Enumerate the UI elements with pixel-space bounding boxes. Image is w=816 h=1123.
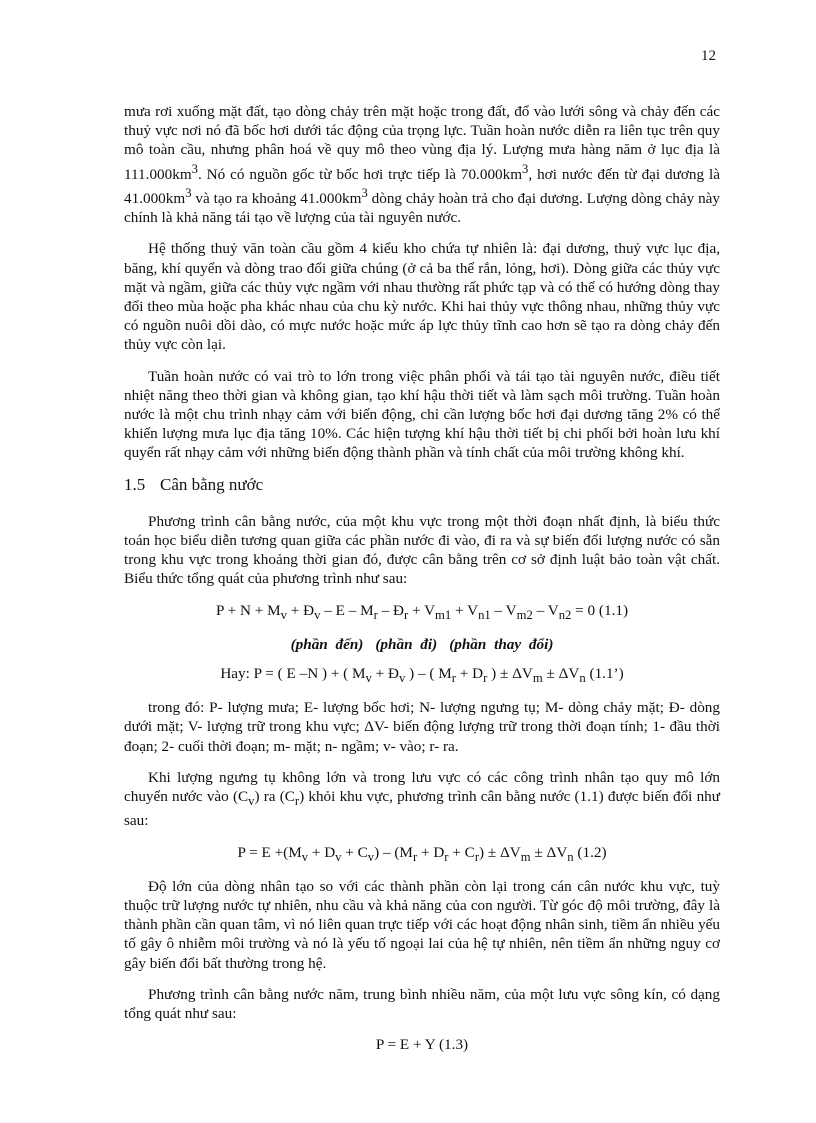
eq-subscript: m1	[435, 607, 452, 622]
eq-text: – Đ	[377, 601, 404, 619]
eq-subscript: n	[579, 671, 586, 686]
eq-subscript: v	[280, 607, 287, 622]
eq-text: + V	[451, 601, 479, 619]
paragraph-water-cycle-role: Tuần hoàn nước có vai trò to lớn trong việc phân phối và tái tạo tài nguyên nước, điều tiết nhiệt năng theo thời gian và không gian, tạo khí hậu thời tiết và làm sạch môi trường. Tuần hoàn nước là một chu trình nhạy cảm với biến động, chỉ cần lượng bốc hơi đại dương tăng 2% có thể khiến lượng mưa lục địa tăng 10%. Các hiện tượng khí hậu thời tiết bị chi phối bởi hoàn lưu khí quyển rất nhạy cảm với những biến động thành phần và tính chất của môi trường không khí.	[124, 367, 720, 462]
text-fragment: Khi lượng ngưng tụ không lớn và trong lưu vực có các công trình nhân tạo quy mô lớn chuyển nước vào (C	[124, 768, 720, 806]
eq-text: + D	[455, 665, 484, 683]
text-fragment: dòng chảy hoàn trả cho đại dương. Lượng dòng chảy này chính là khả năng tái tạo về lượng của tài nguyên nước.	[124, 189, 720, 227]
eq-text: ) – (M	[374, 843, 413, 861]
paragraph-water-balance-definition: Phương trình cân bằng nước, của một khu vực trong một thời đoạn nhất định, là biểu thức toán học biểu diễn tương quan giữa các phần nước đi vào, đi ra và sự biến đổi lượng nước có sẵn trong khu vực trong khoảng thời gian đó, được cân bằng trên cơ sở định luật bảo toàn vật chất. Biểu thức tổng quát của phương trình như sau:	[124, 512, 720, 588]
superscript: 3	[191, 161, 198, 176]
eq-subscript: v	[365, 671, 372, 686]
eq-text: P + N + M	[215, 601, 281, 619]
paragraph-artificial-transfer	[124, 768, 720, 831]
eq-text: ± ΔV	[530, 843, 568, 861]
superscript: 3	[361, 185, 368, 200]
page-content	[124, 102, 720, 1064]
eq-text: – E – M	[320, 601, 374, 619]
eq-subscript: v	[335, 849, 342, 864]
eq-subscript: n2	[558, 607, 572, 622]
equation-1-1-prime	[124, 664, 720, 688]
equation-1-1	[124, 601, 720, 625]
eq-text: ) ± ΔV	[487, 665, 533, 683]
eq-text: (1.2)	[573, 843, 607, 861]
eq-subscript: n	[567, 849, 574, 864]
text-fragment: . Nó có nguồn gốc từ bốc hơi trực tiếp là 70.000km	[197, 165, 523, 183]
equation-1-1-annotations	[124, 635, 720, 654]
paragraph-annual-balance: Phương trình cân bằng nước năm, trung bình nhiều năm, của một lưu vực sông kín, có dạng tổng quát như sau:	[124, 985, 720, 1022]
text-fragment: ) khỏi khu vực, phương trình cân bằng nước (1.1) được biến đổi như sau:	[124, 788, 720, 830]
page-number: 12	[701, 48, 716, 64]
eq-subscript: r	[474, 849, 480, 864]
eq-text: (1.1’)	[585, 665, 624, 683]
eq-subscript: n1	[478, 607, 491, 622]
paragraph-hydrologic-system: Hệ thống thuỷ văn toàn cầu gồm 4 kiểu kho chứa tự nhiên là: đại dương, thuỷ vực lục địa, băng, khí quyển và dòng trao đổi giữa chúng (ở cả ba thể rắn, lỏng, hơi). Dòng giữa các thủy vực mặt và ngầm, giữa các thủy vực ngầm với nhau thường rất phức tạp và có thể có hướng dòng thay đổi theo mùa hoặc pha khác nhau của chu kỳ nước. Khi hai thủy vực thông nhau, những thủy vực có nguồn nuôi dồi dào, có mực nước hoặc mức áp lực thủy tĩnh cao hơn sẽ tạo ra dòng chảy đến thủy vực còn lại.	[124, 240, 720, 354]
eq-subscript: m2	[516, 607, 533, 622]
eq-subscript: r	[451, 671, 456, 686]
eq-text: Hay: P = ( E –N ) + ( M	[220, 665, 366, 683]
equation-1-3: P = E + Y (1.3)	[375, 1036, 469, 1054]
eq-subscript: v	[314, 607, 321, 622]
paragraph-symbol-definitions: trong đó: P- lượng mưa; E- lượng bốc hơi; N- lượng ngưng tụ; M- dòng chảy mặt; Đ- dòng dưới mặt; V- lượng trữ trong khu vực; ΔV- biến động lượng trữ trong thời đoạn tính; 1- đầu thời đoạn; 2- cuối thời đoạn; m- mặt; n- ngầm; v- vào; r- ra.	[124, 699, 720, 755]
note-outflow: (phần đi)	[375, 635, 438, 653]
eq-text: – V	[532, 601, 559, 619]
note-change: (phần thay đổi)	[449, 635, 554, 653]
eq-text: + Đ	[371, 665, 400, 683]
eq-text: ) – ( M	[405, 665, 452, 683]
eq-text: + V	[408, 601, 436, 619]
eq-text: P = E +(M	[237, 843, 302, 861]
text-fragment: , hơi nước đến từ đại dương là 41.000km	[124, 165, 720, 207]
section-heading	[124, 475, 720, 494]
paragraph-water-cycle-volumes	[124, 102, 720, 227]
eq-subscript: r	[412, 849, 418, 864]
section-number: 1.5	[124, 474, 146, 494]
eq-subscript: r	[483, 671, 488, 686]
eq-text: + C	[448, 843, 475, 861]
text-fragment: ) ra (C	[254, 788, 295, 806]
eq-subscript: m	[520, 849, 531, 864]
text-fragment: và tạo ra khoảng 41.000km	[191, 189, 362, 207]
eq-text: – V	[490, 601, 517, 619]
eq-text: ) ± ΔV	[479, 843, 521, 861]
eq-subscript: r	[373, 607, 378, 622]
eq-subscript: v	[399, 671, 406, 686]
equation-1-2	[124, 843, 720, 867]
eq-text: = 0 (1.1)	[571, 601, 629, 619]
eq-text: + C	[341, 843, 368, 861]
subscript: r	[294, 794, 300, 809]
section-title: Cân bằng nước	[160, 474, 264, 494]
superscript: 3	[522, 161, 529, 176]
text-fragment: mưa rơi xuống mặt đất, tạo dòng chảy trên mặt hoặc trong đất, đổ vào lưới sông và chảy đến các thuỷ vực nơi nó đã bốc hơi dưới tác động của trọng lực. Tuần hoàn nước diễn ra liên tục trên quy mô toàn cầu, nhưng phân hoá về quy mô theo vùng địa lý. Lượng mưa hàng năm ở lục địa là 111.000km	[124, 103, 720, 183]
note-inflow: (phần đến)	[290, 635, 364, 653]
eq-subscript: m	[532, 671, 543, 686]
paragraph-artificial-flow-magnitude: Độ lớn của dòng nhân tạo so với các thành phần còn lại trong cán cân nước khu vực, tuỳ thuộc trữ lượng nước tự nhiên, nhu cầu và khả năng của con người. Từ góc độ môi trường, đây là thành phần cần quan tâm, vì nó liên quan trực tiếp với các hoạt động nhân sinh, tiềm ẩn nhiều yếu tố gây ô nhiễm môi trường và nó là yếu tố ngoại lai của hệ tự nhiên, nên tiềm ẩn những nguy cơ gây biến đổi bất thường trong hệ.	[124, 877, 720, 972]
eq-subscript: r	[403, 607, 409, 622]
eq-subscript: v	[367, 849, 375, 864]
eq-subscript: r	[444, 849, 449, 864]
eq-text: + Đ	[286, 601, 315, 619]
subscript: v	[248, 794, 255, 809]
superscript: 3	[185, 185, 192, 200]
eq-text: + D	[308, 843, 336, 861]
eq-subscript: v	[301, 849, 309, 864]
eq-text: ± ΔV	[542, 665, 580, 683]
eq-text: + D	[417, 843, 445, 861]
